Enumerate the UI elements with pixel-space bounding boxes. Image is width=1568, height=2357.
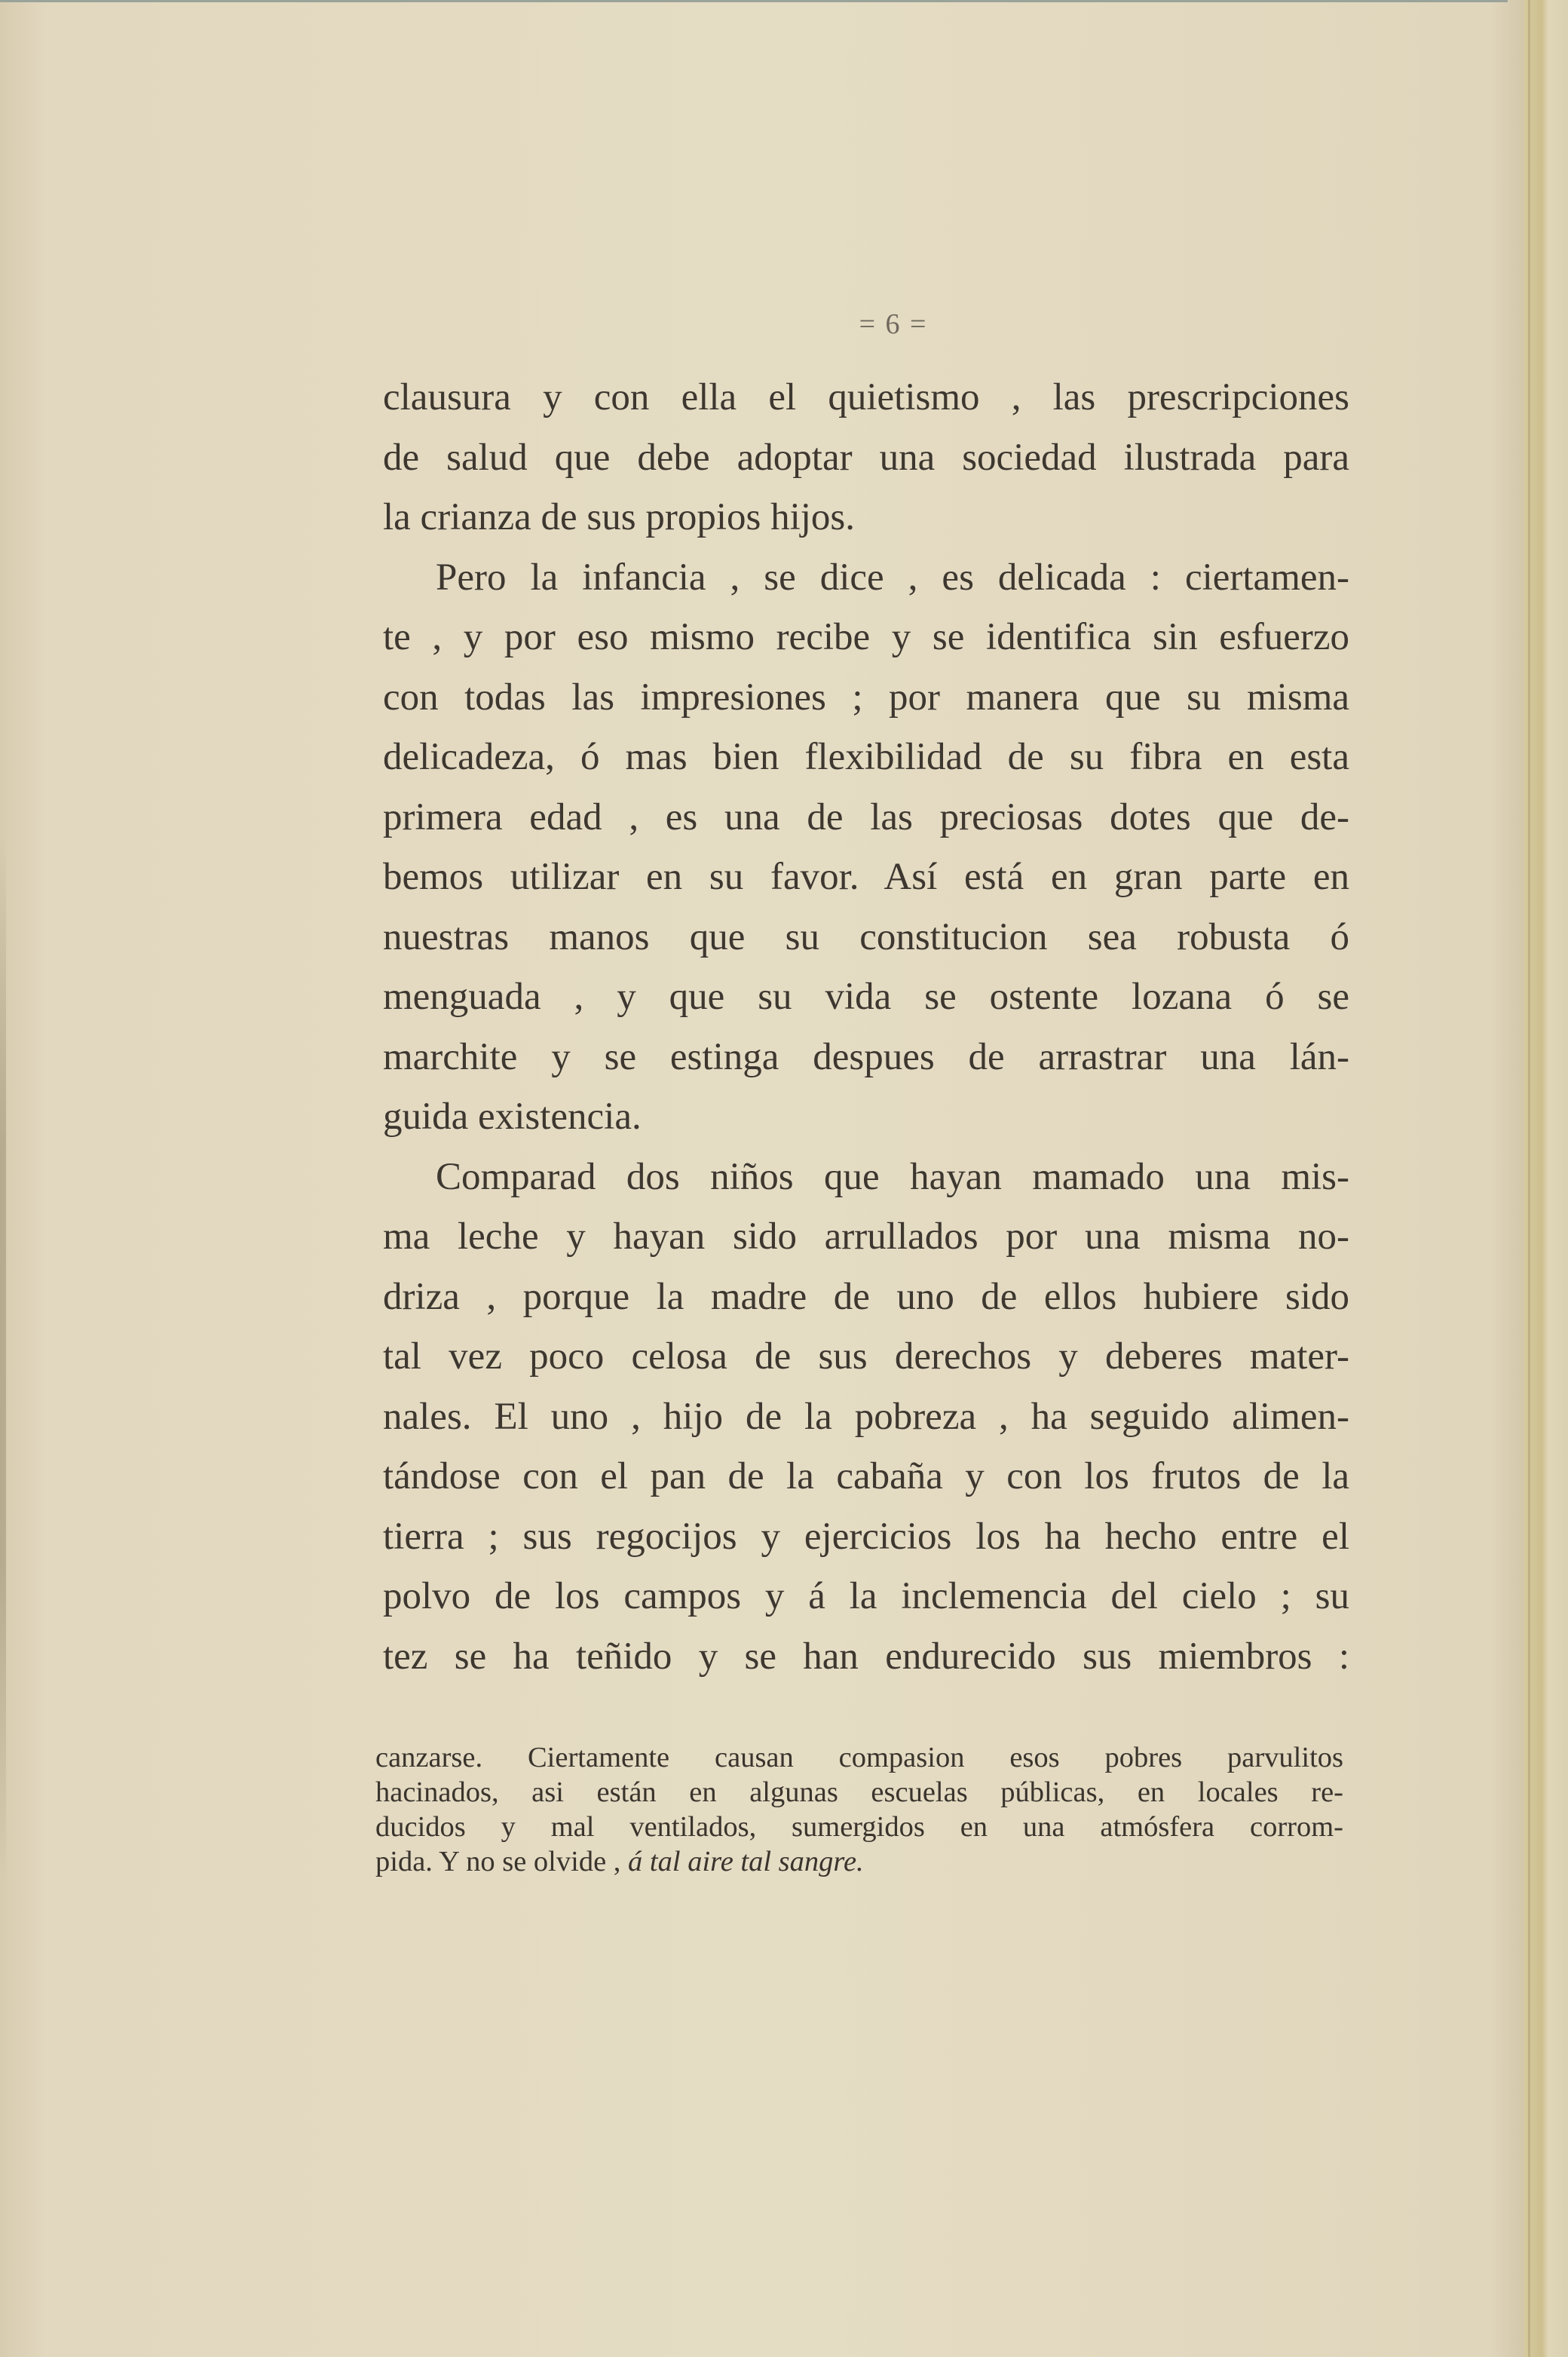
text-line: tándose con el pan de la cabaña y con los frutos de la <box>383 1455 1349 1497</box>
text-line: la crianza de sus propios hijos. <box>383 496 856 538</box>
page-top-edge <box>0 0 1508 2</box>
text-line: bemos utilizar en su favor. Así está en gran parte en <box>383 856 1349 898</box>
paragraph <box>383 1148 1349 1687</box>
footnote <box>375 1740 1343 1879</box>
text-line: tierra ; sus regocijos y ejercicios los ha hecho entre el <box>383 1515 1349 1558</box>
body-text <box>383 368 1349 1687</box>
text-line: primera edad , es una de las preciosas dotes que de- <box>383 795 1349 838</box>
text-line: Pero la infancia , se dice , es delicada : ciertamen- <box>436 556 1349 599</box>
text-line: de salud que debe adoptar una sociedad ilustrada para <box>383 436 1349 479</box>
text-line: marchite y se estinga despues de arrastrar una lán- <box>383 1035 1349 1078</box>
paragraph <box>383 548 1349 1148</box>
text-line: driza , porque la madre de uno de ellos hubiere sido <box>383 1275 1349 1318</box>
text-line: guida existencia. <box>383 1096 642 1138</box>
text-line: te , y por eso mismo recibe y se identifica sin esfuerzo <box>383 616 1349 658</box>
text-line: tez se ha teñido y se han endurecido sus miembros : <box>383 1635 1349 1678</box>
page-right-edge <box>1524 0 1568 2357</box>
text-line: tal vez poco celosa de sus derechos y deberes mater- <box>383 1335 1349 1378</box>
footnote-line: canzarse. Ciertamente causan compasion esos pobres parvulitos <box>375 1742 1343 1773</box>
text-line: nuestras manos que su constitucion sea robusta ó <box>383 915 1349 958</box>
text-line: delicadeza, ó mas bien flexibilidad de su fibra en esta <box>383 736 1349 778</box>
footnote-line: ducidos y mal ventilados, sumergidos en una atmósfera corrom- <box>375 1811 1343 1843</box>
page-left-edge-shadow <box>0 829 6 1885</box>
page-fold-line <box>1528 0 1530 2357</box>
footnote-text: pida. Y no se olvide , <box>375 1846 621 1877</box>
text-line: ma leche y hayan sido arrullados por una misma no- <box>383 1215 1349 1258</box>
text-line: polvo de los campos y á la inclemencia del cielo ; su <box>383 1575 1349 1617</box>
text-line: nales. El uno , hijo de la pobreza , ha seguido alimen- <box>383 1395 1349 1438</box>
paragraph <box>383 368 1349 548</box>
text-line: con todas las impresiones ; por manera que su misma <box>383 676 1349 719</box>
page-number: = 6 = <box>859 308 928 340</box>
text-line: menguada , y que su vida se ostente lozana ó se <box>383 976 1349 1018</box>
footnote-emphasis: á tal aire tal sangre. <box>628 1846 864 1877</box>
text-line: clausura y con ella el quietismo , las prescripciones <box>383 376 1349 418</box>
text-line: Comparad dos niños que hayan mamado una mis- <box>436 1155 1349 1198</box>
footnote-line <box>375 1844 1343 1879</box>
footnote-line: hacinados, asi están en algunas escuelas públicas, en locales re- <box>375 1776 1343 1808</box>
